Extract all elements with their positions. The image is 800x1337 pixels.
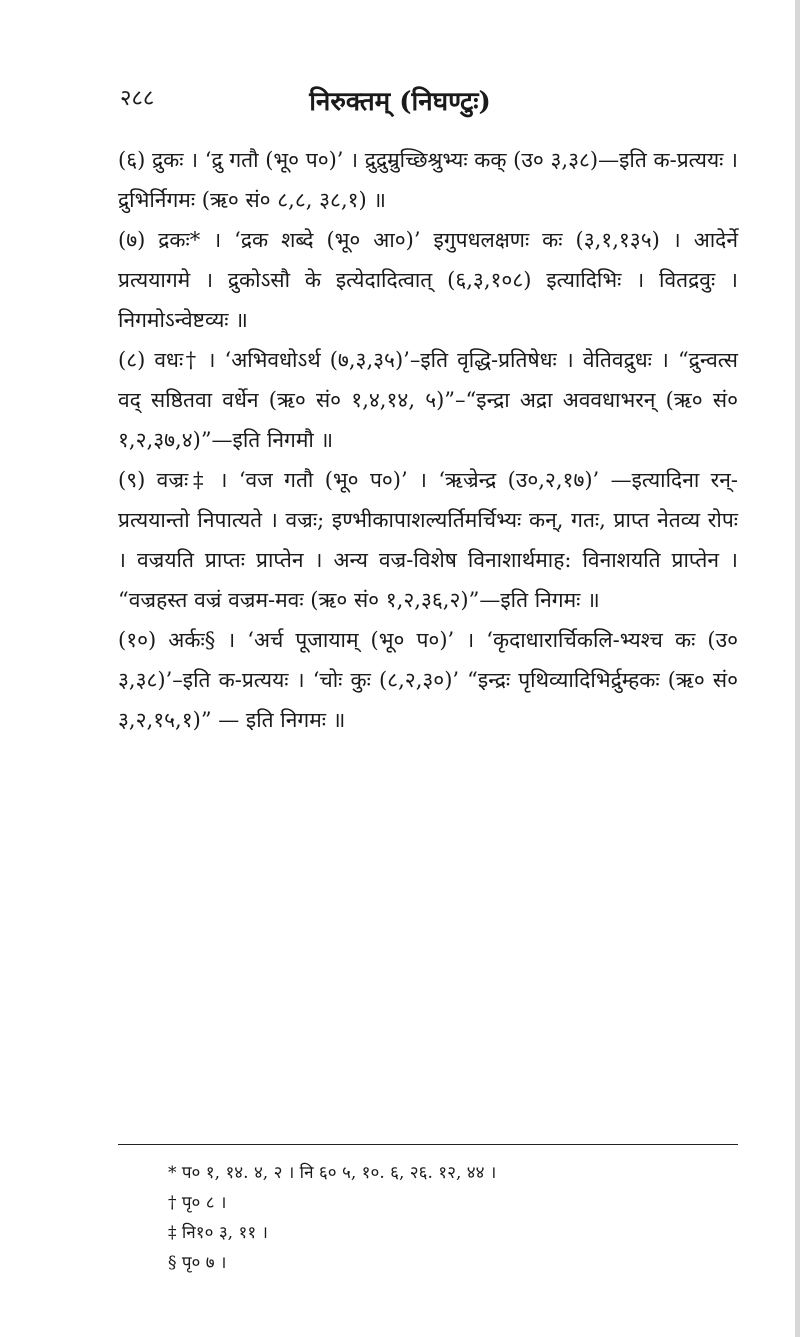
footnote: ‡ नि१० ३, ११ । xyxy=(168,1223,268,1243)
paragraph-druka: (६) द्रुकः । ‘द्रु गतौ (भू० प०)’ । द्रुद्रुम्रुच्छिश्रुभ्यः कक् (उ० ३,३८)—इति क-प्रत्ययः । द्रुभिर्निगमः (ऋ० सं० ८,८, ३८,१) ॥ xyxy=(118,148,738,212)
page-edge xyxy=(795,0,800,1337)
body-text xyxy=(118,140,738,740)
footnote-divider xyxy=(118,1144,738,1145)
footnotes xyxy=(168,1158,728,1278)
running-title: निरुक्तम् (निघण्टुः) xyxy=(309,87,491,117)
paragraph-draka: (७) द्रकः* । ‘द्रक शब्दे (भू० आ०)’ इगुपधलक्षणः कः (३,१,१३५) । आदेर्ने प्रत्ययागमे । द्रुकोऽसौ के इत्येदादित्वात् (६,३,१०८) इत्यादिभिः । वितद्रवुः । निगमोऽन्वेष्टव्यः ॥ xyxy=(118,228,738,332)
page-number: २८८ xyxy=(120,86,155,111)
paragraph-vadha: (८) वधः† । ‘अभिवधोऽर्थ (७,३,३५)’–इति वृद्धि-प्रतिषेधः । वेतिवद्रुधः । “द्रुन्वत्स वद् सष्ठितवा वर्धेन (ऋ० सं० १,४,१४, ५)”–“इन्द्रा अद्रा अववधाभरन् (ऋ० सं० १,२,३७,४)”—इति निगमौ ॥ xyxy=(118,348,738,452)
paragraph-vajra: (९) वज्रः‡ । ‘वज गतौ (भू० प०)’ । ‘ऋज्रेन्द्र (उ०,२,१७)’ —इत्यादिना रन्-प्रत्ययान्तो निपात्यते । वज्रः; इण्भीकापाशल्यर्तिमर्चिभ्यः कन्, गतः, प्राप्त नेतव्य रोपः । वज्रयति प्राप्तः प्राप्तेन । अन्य वज्र-विशेष विनाशार्थमाह: विनाशयति प्राप्तेन । “वज्रहस्त वज्रं वज्रम-मवः (ऋ० सं० १,२,३६,२)”—इति निगमः ॥ xyxy=(118,468,738,612)
paragraph-arka: (१०) अर्कः§ । ‘अर्च पूजायाम् (भू० प०)’ । ‘कृदाधारार्चिकलि-भ्यश्च कः (उ० ३,३८)’–इति क-प्रत्ययः । ‘चोः कुः (८,२,३०)’ “इन्द्रः पृथिव्यादिभिर्द्रुम्हकः (ऋ० सं० ३,२,१५,१)” — इति निगमः ॥ xyxy=(118,628,738,732)
page-header xyxy=(0,82,800,122)
footnote: * प० १, १४. ४, २ । नि ६० ५, १०. ६, २६. १२, ४४ । xyxy=(168,1163,497,1183)
footnote: † पृ० ८ । xyxy=(168,1193,227,1213)
footnote: § पृ० ७ । xyxy=(168,1253,227,1273)
